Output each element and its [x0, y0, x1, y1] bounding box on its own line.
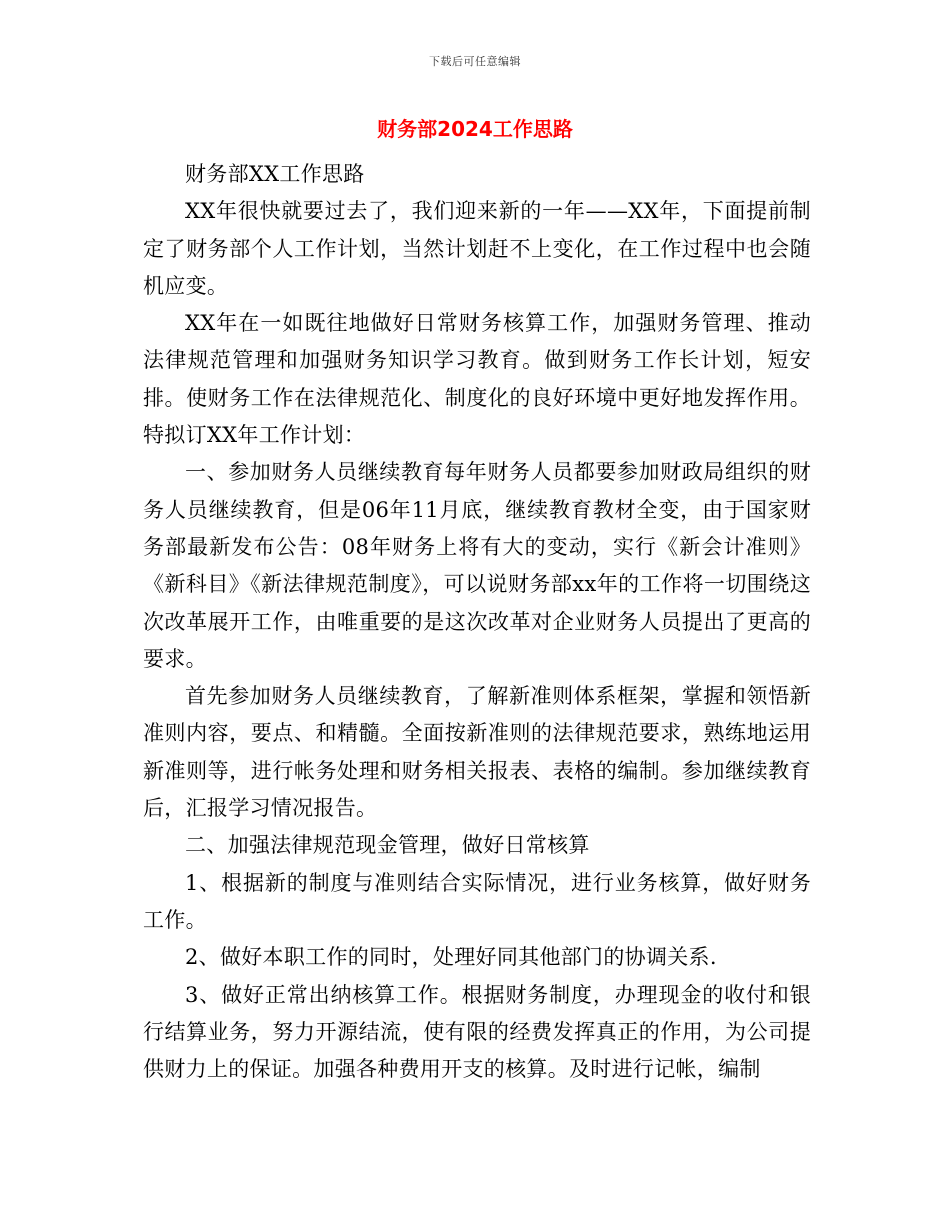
paragraph-item-1: 1、根据新的制度与准则结合实际情况，进行业务核算，做好财务工作。 — [143, 870, 811, 932]
paragraph-intro: XX年很快就要过去了，我们迎来新的一年——XX年，下面提前制定了财务部个人工作计划，当然计划赶不上变化，在工作过程中也会随机应变。 — [143, 199, 811, 298]
document-body — [143, 156, 811, 1088]
paragraph-section-two-heading: 二、加强法律规范现金管理，做好日常核算 — [185, 833, 590, 858]
paragraph-subtitle: 财务部XX工作思路 — [185, 162, 365, 186]
page-header-note: 下载后可任意编辑 — [429, 55, 521, 68]
paragraph-section-one: 一、参加财务人员继续教育每年财务人员都要参加财政局组织的财务人员继续教育，但是06年11月底，继续教育教材全变，由于国家财务部最新发布公告：08年财务上将有大的变动，实行《新会计准则》《新科目》《新法律规范制度》，可以说财务部xx年的工作将一切围绕这次改革展开工作，由唯重要的是这次改革对企业财务人员提出了更高的要求。 — [143, 460, 811, 671]
paragraph-item-3: 3、做好正常出纳核算工作。根据财务制度，办理现金的收付和银行结算业务，努力开源结流，使有限的经费发挥真正的作用，为公司提供财力上的保证。加强各种费用开支的核算。及时进行记帐，编制 — [143, 982, 811, 1082]
paragraph-continuing-education: 首先参加财务人员继续教育，了解新准则体系框架，掌握和领悟新准则内容，要点、和精髓。全面按新准则的法律规范要求，熟练地运用新准则等，进行帐务处理和财务相关报表、表格的编制。参加继续教育后，汇报学习情况报告。 — [143, 684, 811, 821]
paragraph-overview: XX年在一如既往地做好日常财务核算工作，加强财务管理、推动法律规范管理和加强财务知识学习教育。做到财务工作长计划，短安排。使财务工作在法律规范化、制度化的良好环境中更好地发挥作用。特拟订XX年工作计划： — [143, 311, 811, 448]
paragraph-item-2: 2、做好本职工作的同时，处理好同其他部门的协调关系. — [185, 945, 717, 970]
document-title: 财务部2024工作思路 — [377, 117, 573, 141]
